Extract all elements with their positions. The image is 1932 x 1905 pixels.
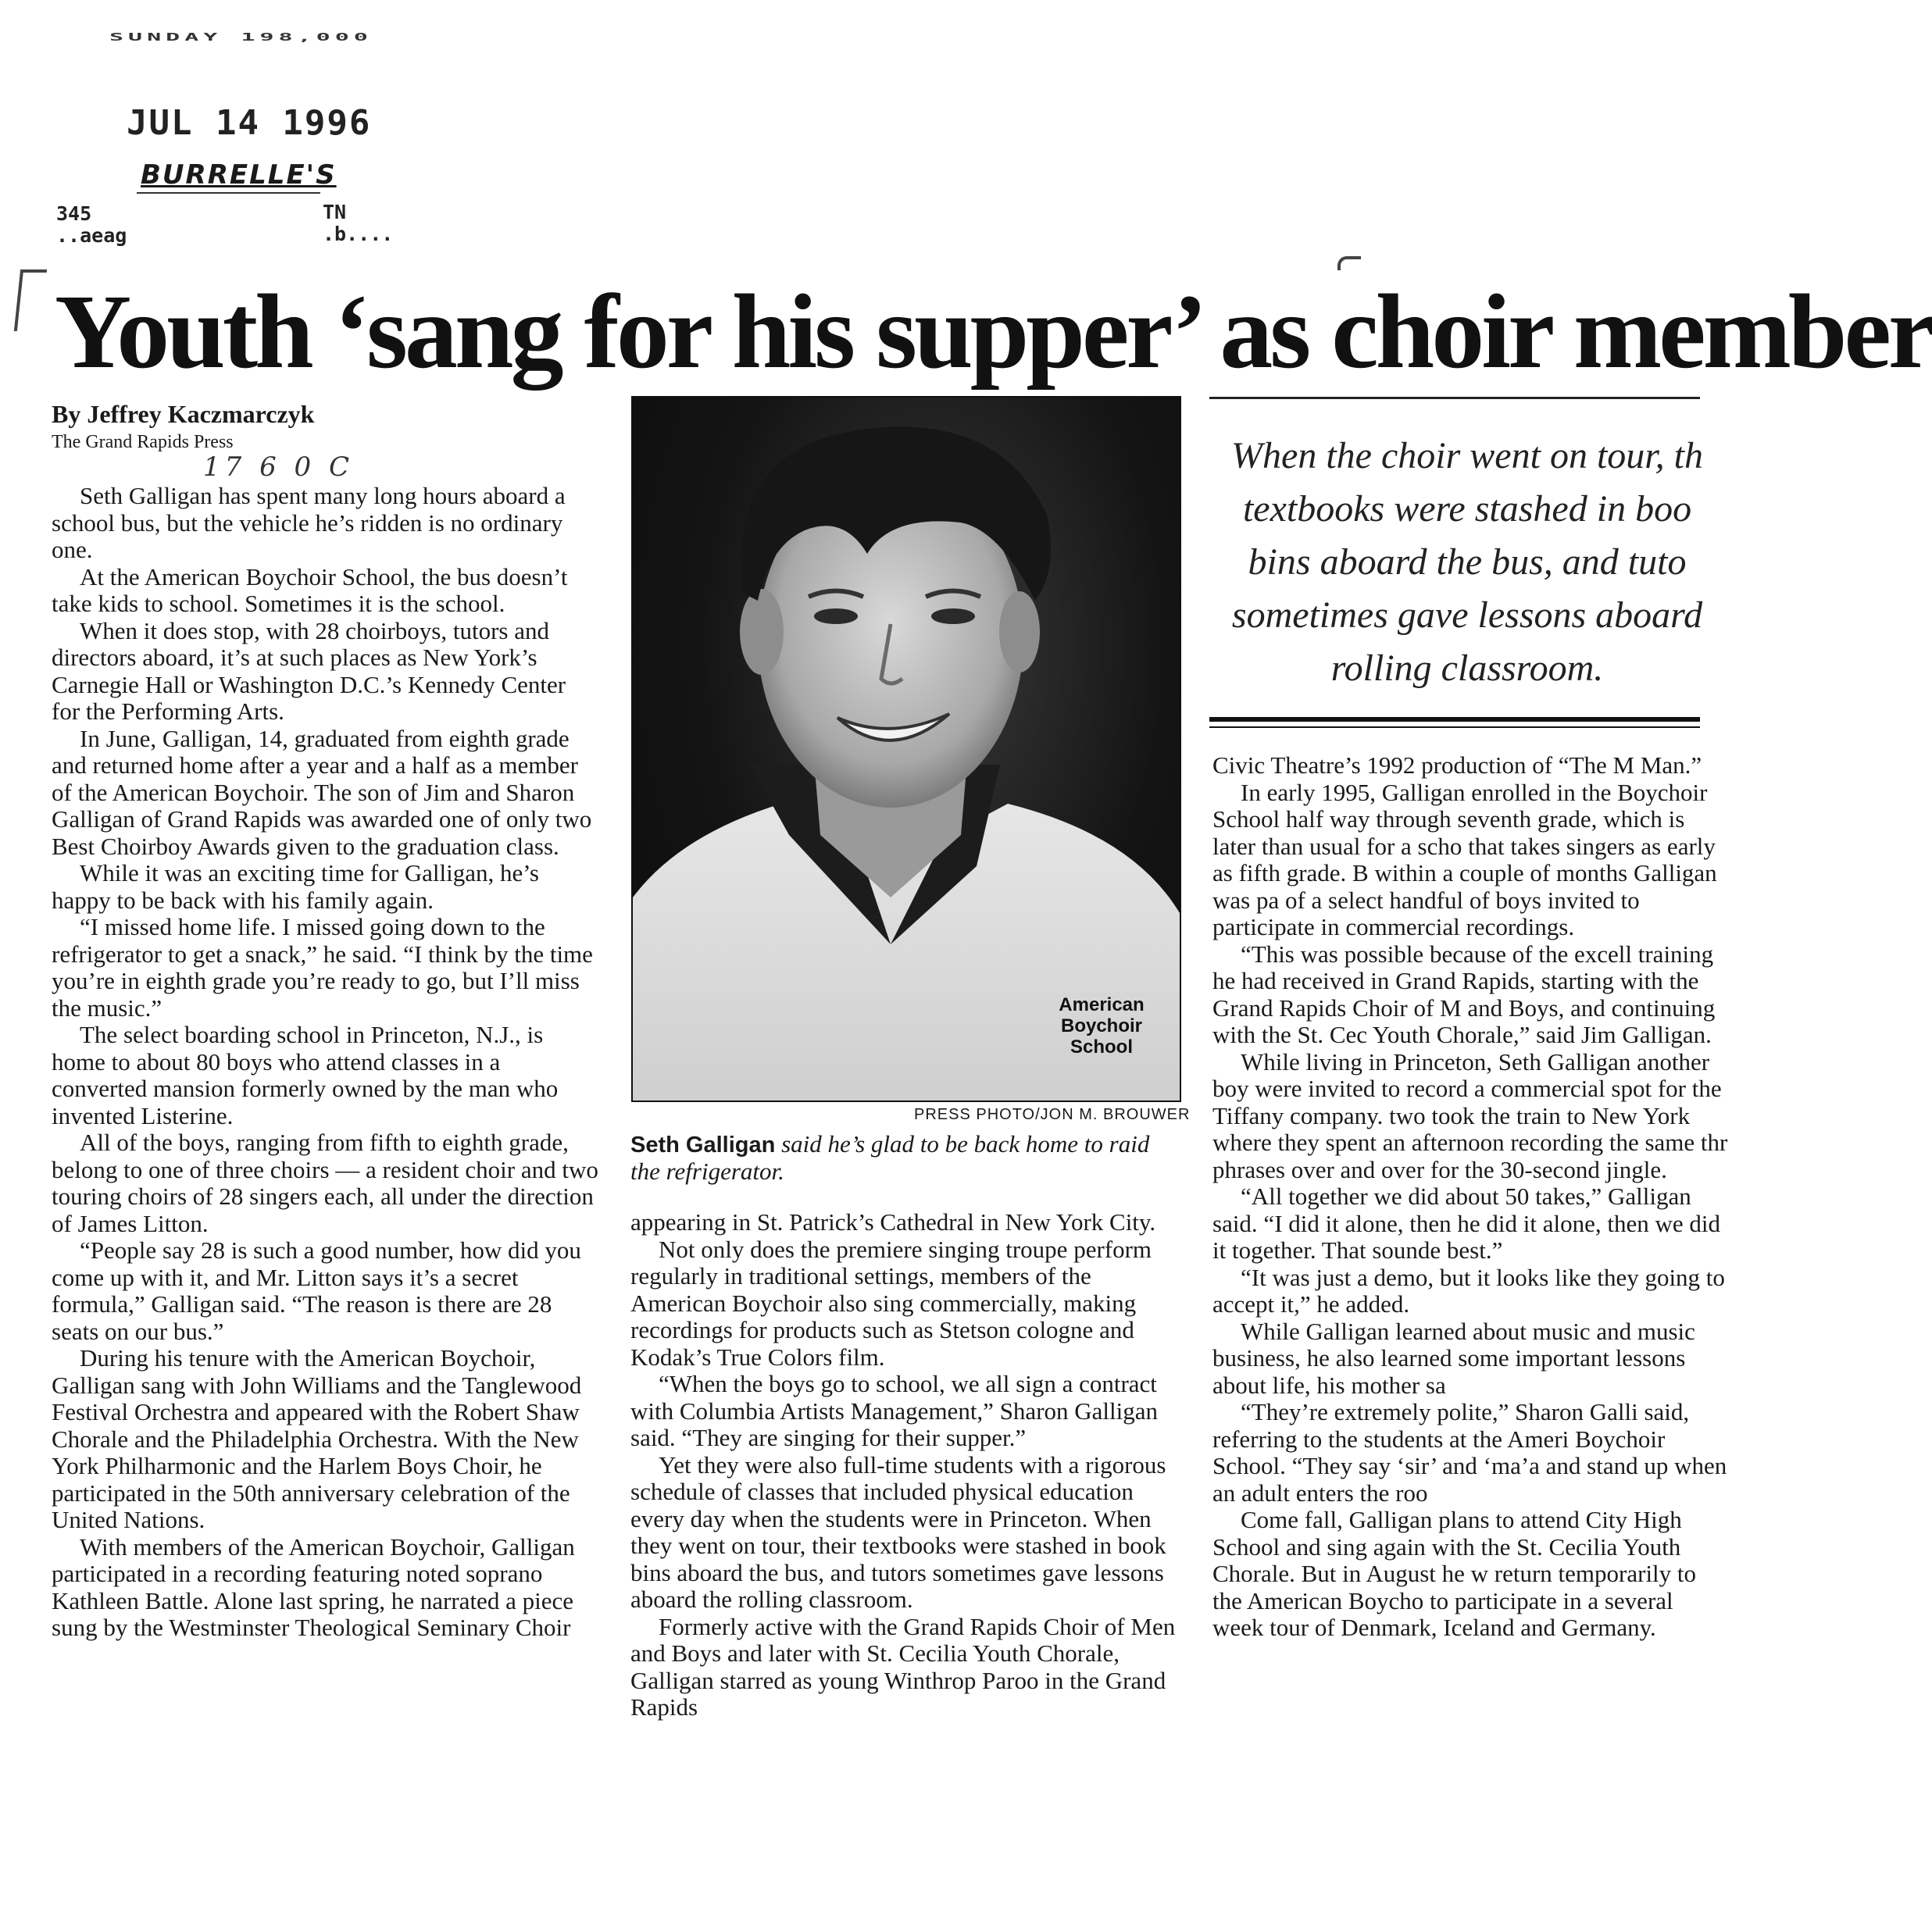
paragraph: Seth Galligan has spent many long hours aboard a school bus, but the vehicle he’s ridden is no ordinary one. xyxy=(52,482,566,563)
sweater-logo-line-3: School xyxy=(1070,1036,1134,1058)
pullquote-rule-bottom-thin xyxy=(1209,726,1700,728)
pencil-mark xyxy=(14,269,47,331)
headline: Youth ‘sang for his supper’ as choir member xyxy=(55,273,1932,391)
paragraph: With members of the American Boychoir, Galligan participated in a recording featuring noted soprano Kathleen Battle. Alone last spring, he narrated a piece sung by the Westminster Theological Seminary Choir xyxy=(52,1532,575,1641)
paragraph: While living in Princeton, Seth Galligan another boy were invited to record a commercial spot for the Tiffany company. two took the train to New York where they spent an afternoon recording the same thr phrases over and over for the 30-second jingle. xyxy=(1212,1047,1728,1183)
article-column-2 xyxy=(630,1209,1177,1721)
paragraph: The select boarding school in Princeton, N.J., is home to about 80 boys who attend classes in a converted mansion formerly owned by the man who invented Listerine. xyxy=(52,1021,559,1129)
paragraph: appearing in St. Patrick’s Cathedral in New York City. xyxy=(630,1208,1156,1236)
paragraph: At the American Boychoir School, the bus doesn’t take kids to school. Sometimes it is the school. xyxy=(52,562,568,617)
paragraph: “People say 28 is such a good number, how did you come up with it, and Mr. Litton says it’s a secret formula,” Galligan said. “The reason is there are 28 seats on our bus.” xyxy=(52,1236,581,1345)
paragraph: When it does stop, with 28 choirboys, tutors and directors aboard, it’s at such places as New York’s Carnegie Hall or Washington D.C.’s Kennedy Center for the Performing Arts. xyxy=(52,616,566,725)
pullquote-rule-top xyxy=(1209,397,1700,399)
paragraph: During his tenure with the American Boychoir, Galligan sang with John Williams and the Tanglewood Festival Orchestra and appeared with the Robert Shaw Chorale and the Philadelphia Orchestra. With the New York Philharmonic and the Harlem Boys Choir, he participated in the 50th anniversary celebration of the United Nations. xyxy=(52,1344,582,1533)
service-rule xyxy=(137,192,320,194)
byline: By Jeffrey Kaczmarczyk xyxy=(52,400,315,428)
paragraph: All of the boys, ranging from fifth to eighth grade, belong to one of three choirs — a resident choir and two touring choirs of 28 singers each, all under the direction of James Litton. xyxy=(52,1129,598,1237)
paragraph: “They’re extremely polite,” Sharon Galli said, referring to the students at the Ameri Boychoir School. “They say ‘sir’ and ‘ma’a and stand up when an adult enters the roo xyxy=(1212,1398,1727,1507)
pencil-mark xyxy=(1337,256,1361,270)
code-left-line-1: 345 xyxy=(56,202,92,225)
portrait-photo xyxy=(631,396,1181,1102)
photo-caption xyxy=(630,1131,1177,1185)
photo-credit: PRESS PHOTO/JON M. BROUWER xyxy=(914,1106,1191,1123)
paragraph: “All together we did about 50 takes,” Galligan said. “I did it alone, then he did it alone, then we did it together. That sounde best.” xyxy=(1212,1183,1720,1264)
code-right-line-1: TN xyxy=(323,201,347,223)
clipping-date: JUL 14 1996 xyxy=(127,103,372,143)
handwritten-note: 17 6 0 C xyxy=(203,451,354,483)
clipping-code-left xyxy=(56,203,127,247)
paragraph: Formerly active with the Grand Rapids Choir of Men and Boys and later with St. Cecilia Youth Chorale, Galligan starred as young Winthrop Paroo in the Grand Rapids xyxy=(630,1612,1176,1721)
pull-quote: When the choir went on tour, th textbooks were stashed in boo bins aboard the bus, and tuto sometimes gave lessons aboard rolling classroom. xyxy=(1231,435,1703,689)
pullquote-rule-bottom xyxy=(1209,717,1700,722)
clipping-service-logo: BURRELLE'S xyxy=(141,159,337,191)
paragraph: In June, Galligan, 14, graduated from eighth grade and returned home after a year and a half as a member of the American Boychoir. The son of Jim and Sharon Galligan of Grand Rapids was awarded one of only two Best Choirboy Awards given to the graduation class. xyxy=(52,724,592,860)
paragraph: “This was possible because of the excell training he had received in Grand Rapids, starting with the Grand Rapids Choir of M and Boys, and continuing with the St. Cec Youth Chorale,” said Jim Galligan. xyxy=(1212,940,1716,1048)
article-column-1 xyxy=(52,483,598,1642)
paragraph: While Galligan learned about music and music business, he also learned some important lessons about life, his mother sa xyxy=(1212,1317,1695,1399)
paragraph: Not only does the premiere singing troupe perform regularly in traditional settings, members of the American Boychoir also sing commercially, making recordings for products such as Stetson cologne and Kodak’s True Colors film. xyxy=(630,1235,1152,1371)
caption-name: Seth Galligan xyxy=(630,1133,776,1158)
paragraph: Come fall, Galligan plans to attend City High School and sing again with the St. Cecilia Youth Chorale. But in August he w return temporarily to the American Boycho to participate in a several week tour of Denmark, Iceland and Germany. xyxy=(1212,1506,1697,1641)
sweater-logo-line-1: American xyxy=(1059,994,1145,1015)
paragraph: “I missed home life. I missed going down to the refrigerator to get a snack,” he said. “I think by the time you’re in eighth grade you’re ready to go, but I’ll miss the music.” xyxy=(52,913,593,1022)
code-left-line-2: ..aeag xyxy=(56,224,127,247)
clipping-top-header: SUNDAY 198,000 xyxy=(109,31,373,44)
sweater-logo-line-2: Boychoir xyxy=(1060,1015,1143,1036)
code-right-line-2: .b.... xyxy=(323,223,394,245)
paragraph: While it was an exciting time for Galligan, he’s happy to be back with his family again. xyxy=(52,859,539,914)
portrait-illustration xyxy=(633,398,1180,1101)
byline-source: The Grand Rapids Press xyxy=(52,432,234,452)
article-column-3 xyxy=(1212,752,1728,1642)
paragraph: In early 1995, Galligan enrolled in the Boychoir School half way through seventh grade, which is later than usual for a scho that takes singers as early as fifth grade. B within a couple of months Galligan was pa of a select handful of boys invited to participate in commercial recordings. xyxy=(1212,778,1717,940)
paragraph: “When the boys go to school, we all sign a contract with Columbia Artists Management,” Sharon Galligan said. “They are singing for their supper.” xyxy=(630,1370,1159,1451)
clipping-code-right xyxy=(323,202,393,245)
paragraph: Yet they were also full-time students with a rigorous schedule of classes that included physical education every day when the students were in Princeton. When they went on tour, their textbooks were stashed in book bins aboard the bus, and tutors sometimes gave lessons aboard the rolling classroom. xyxy=(630,1450,1166,1613)
paragraph: “It was just a demo, but it looks like they going to accept it,” he added. xyxy=(1212,1263,1725,1318)
paragraph: Civic Theatre’s 1992 production of “The M Man.” xyxy=(1212,751,1702,779)
caption-text: said he’s glad to be back home to raid the refrigerator. xyxy=(630,1130,1150,1185)
